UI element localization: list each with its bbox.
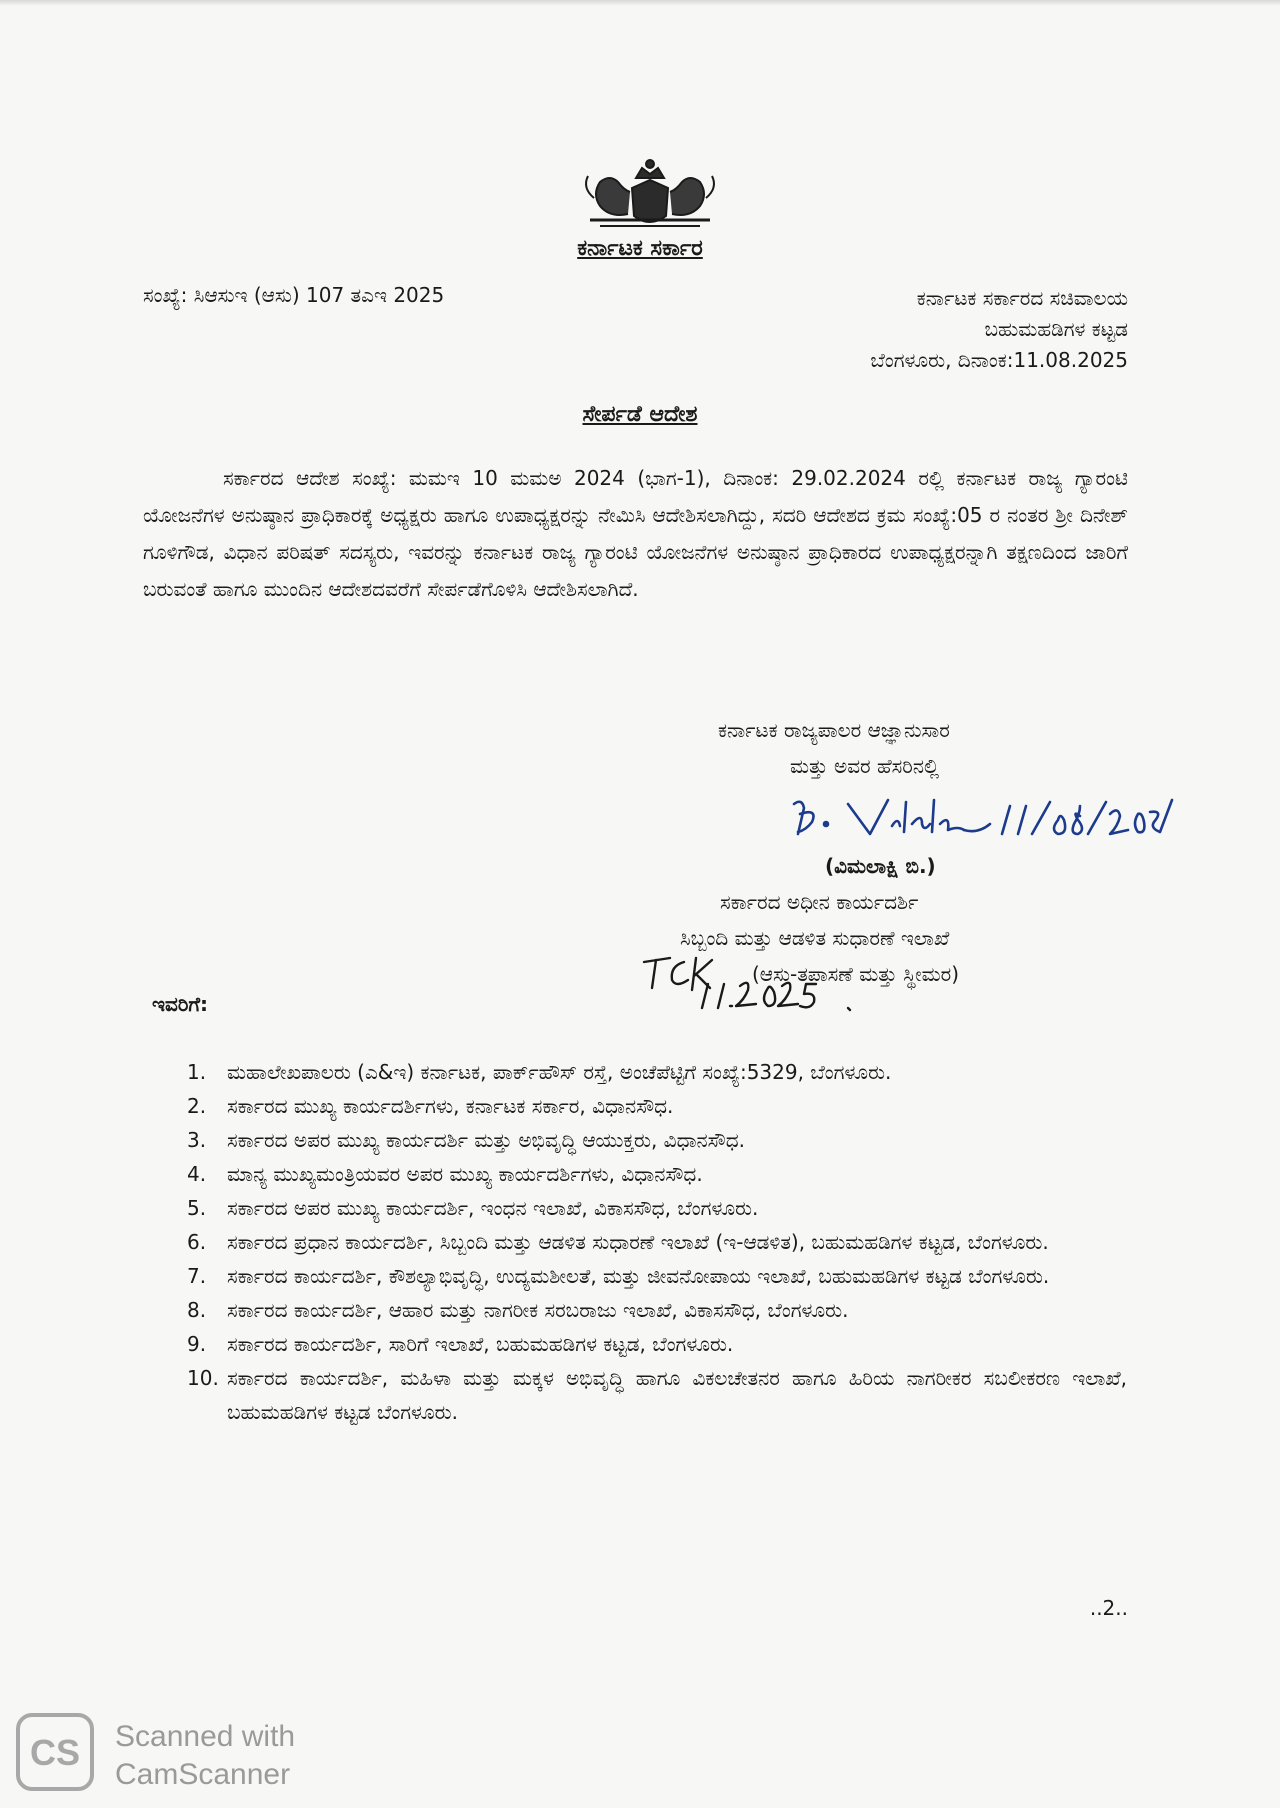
list-item: 3. ಸರ್ಕಾರದ ಅಪರ ಮುಖ್ಯ ಕಾರ್ಯದರ್ಶಿ ಮತ್ತು ಅಭಿವೃದ್ಧಿ ಆಯುಕ್ತರು, ವಿಧಾನಸೌಧ. bbox=[187, 1128, 746, 1152]
order-title: ಸೇರ್ಪಡೆ ಆದೇಶ bbox=[582, 402, 698, 427]
list-item: 10. ಸರ್ಕಾರದ ಕಾರ್ಯದರ್ಶಿ, ಮಹಿಳಾ ಮತ್ತು ಮಕ್ಕಳ ಅಭಿವೃದ್ಧಿ ಹಾಗೂ ವಿಕಲಚೇತನರ ಹಾಗೂ ಹಿರಿಯ ನಾಗರೀಕರ ಸಬಲೀಕರಣ ಇಲಾಖೆ, ಬಹುಮಹಡಿಗಳ ಕಟ್ಟಡ ಬೆಂಗಳೂರು. bbox=[187, 1366, 1127, 1424]
scanner-line: CamScanner bbox=[115, 1758, 291, 1791]
address-line-date: ಬೆಂಗಳೂರು, ದಿನಾಂಕ:11.08.2025 bbox=[870, 348, 1128, 372]
office-address bbox=[870, 283, 1128, 376]
recipients-list bbox=[187, 1055, 1127, 1429]
list-item: 2. ಸರ್ಕಾರದ ಮುಖ್ಯ ಕಾರ್ಯದರ್ಶಿಗಳು, ಕರ್ನಾಟಕ ಸರ್ಕಾರ, ವಿಧಾನಸೌಧ. bbox=[187, 1094, 674, 1118]
signatory-name: (ವಿಮಲಾಕ್ಷಿ ಬಿ.) bbox=[825, 854, 936, 878]
authority-block bbox=[700, 712, 1140, 784]
scanner-line: Scanned with bbox=[115, 1720, 296, 1753]
address-line: ಕರ್ನಾಟಕ ಸರ್ಕಾರದ ಸಚಿವಾಲಯ bbox=[916, 286, 1128, 310]
handwritten-signature bbox=[788, 790, 1178, 850]
scan-edge-shadow bbox=[0, 0, 1280, 6]
authority-line: ಕರ್ನಾಟಕ ರಾಜ್ಯಪಾಲರ ಆಜ್ಞಾನುಸಾರ bbox=[718, 718, 950, 742]
handwritten-initials bbox=[640, 950, 870, 1012]
signatory-designation: ಸರ್ಕಾರದ ಅಧೀನ ಕಾರ್ಯದರ್ಶಿ bbox=[720, 890, 919, 914]
list-item: 8. ಸರ್ಕಾರದ ಕಾರ್ಯದರ್ಶಿ, ಆಹಾರ ಮತ್ತು ನಾಗರೀಕ ಸರಬರಾಜು ಇಲಾಖೆ, ವಿಕಾಸಸೌಧ, ಬೆಂಗಳೂರು. bbox=[187, 1298, 849, 1322]
authority-line: ಮತ್ತು ಅವರ ಹೆಸರಿನಲ್ಲಿ bbox=[790, 754, 940, 778]
signatory-section: (ಆಸು-ತಪಾಸಣೆ ಮತ್ತು ಸ್ಥೀಮರ) bbox=[752, 962, 960, 986]
karnataka-emblem-icon bbox=[570, 158, 730, 232]
order-body bbox=[143, 460, 1128, 608]
government-title: ಕರ್ನಾಟಕ ಸರ್ಕಾರ bbox=[577, 236, 703, 261]
address-line: ಬಹುಮಹಡಿಗಳ ಕಟ್ಟಡ bbox=[984, 317, 1128, 341]
order-body-text: ಸರ್ಕಾರದ ಆದೇಶ ಸಂಖ್ಯೆ: ಮಮಇ 10 ಮಮಅ 2024 (ಭಾಗ-1), ದಿನಾಂಕ: 29.02.2024 ರಲ್ಲಿ ಕರ್ನಾಟಕ ರಾಜ್ಯ ಗ್ಯಾರಂಟಿ ಯೋಜನೆಗಳ ಅನುಷ್ಠಾನ ಪ್ರಾಧಿಕಾರಕ್ಕೆ ಅಧ್ಯಕ್ಷರು ಹಾಗೂ ಉಪಾಧ್ಯಕ್ಷರನ್ನು ನೇಮಿಸಿ ಆದೇಶಿಸಲಾಗಿದ್ದು, ಸದರಿ ಆದೇಶದ ಕ್ರಮ ಸಂಖ್ಯೆ:05 ರ ನಂತರ ಶ್ರೀ ದಿನೇಶ್ ಗೂಳಿಗೌಡ, ವಿಧಾನ ಪರಿಷತ್ ಸದಸ್ಯರು, ಇವರನ್ನು ಕರ್ನಾಟಕ ರಾಜ್ಯ ಗ್ಯಾರಂಟಿ ಯೋಜನೆಗಳ ಅನುಷ್ಠಾನ ಪ್ರಾಧಿಕಾರದ ಉಪಾಧ್ಯಕ್ಷರನ್ನಾಗಿ ತಕ್ಷಣದಿಂದ ಜಾರಿಗೆ ಬರುವಂತೆ ಹಾಗೂ ಮುಂದಿನ ಆದೇಶದವರೆಗೆ ಸೇರ್ಪಡೆಗೊಳಿಸಿ ಆದೇಶಿಸಲಾಗಿದೆ. bbox=[143, 466, 1128, 601]
list-item: 4. ಮಾನ್ಯ ಮುಖ್ಯಮಂತ್ರಿಯವರ ಅಪರ ಮುಖ್ಯ ಕಾರ್ಯದರ್ಶಿಗಳು, ವಿಧಾನಸೌಧ. bbox=[187, 1162, 703, 1186]
list-item: 5. ಸರ್ಕಾರದ ಅಪರ ಮುಖ್ಯ ಕಾರ್ಯದರ್ಶಿ, ಇಂಧನ ಇಲಾಖೆ, ವಿಕಾಸಸೌಧ, ಬೆಂಗಳೂರು. bbox=[187, 1196, 759, 1220]
recipients-label: ಇವರಿಗೆ: bbox=[152, 992, 209, 1016]
camscanner-watermark bbox=[115, 1718, 295, 1794]
camscanner-logo-icon bbox=[16, 1713, 94, 1791]
list-item: 6. ಸರ್ಕಾರದ ಪ್ರಧಾನ ಕಾರ್ಯದರ್ಶಿ, ಸಿಬ್ಬಂದಿ ಮತ್ತು ಆಡಳಿತ ಸುಧಾರಣೆ ಇಲಾಖೆ (ಇ-ಆಡಳಿತ), ಬಹುಮಹಡಿಗಳ ಕಟ್ಟಡ, ಬೆಂಗಳೂರು. bbox=[187, 1230, 1049, 1254]
page-continuation-marker: ..2.. bbox=[1089, 1596, 1128, 1620]
svg-text:CS: CS bbox=[29, 1732, 81, 1773]
list-item: 1. ಮಹಾಲೇಖಪಾಲರು (ಎ&ಇ) ಕರ್ನಾಟಕ, ಪಾರ್ಕ್‌ಹೌಸ್ ರಸ್ತೆ, ಅಂಚೆಪೆಟ್ಟಿಗೆ ಸಂಖ್ಯೆ:5329, ಬೆಂಗಳೂರು. bbox=[187, 1060, 892, 1084]
order-reference-number: ಸಂಖ್ಯೆ: ಸಿಆಸುಇ (ಆಸು) 107 ತಎಇ 2025 bbox=[143, 283, 445, 307]
list-item: 9. ಸರ್ಕಾರದ ಕಾರ್ಯದರ್ಶಿ, ಸಾರಿಗೆ ಇಲಾಖೆ, ಬಹುಮಹಡಿಗಳ ಕಟ್ಟಡ, ಬೆಂಗಳೂರು. bbox=[187, 1332, 734, 1356]
list-item: 7. ಸರ್ಕಾರದ ಕಾರ್ಯದರ್ಶಿ, ಕೌಶಲ್ಯಾಭಿವೃದ್ಧಿ, ಉದ್ಯಮಶೀಲತೆ, ಮತ್ತು ಜೀವನೋಪಾಯ ಇಲಾಖೆ, ಬಹುಮಹಡಿಗಳ ಕಟ್ಟಡ ಬೆಂಗಳೂರು. bbox=[187, 1264, 1050, 1288]
signatory-department: ಸಿಬ್ಬಂದಿ ಮತ್ತು ಆಡಳಿತ ಸುಧಾರಣೆ ಇಲಾಖೆ bbox=[680, 926, 950, 950]
